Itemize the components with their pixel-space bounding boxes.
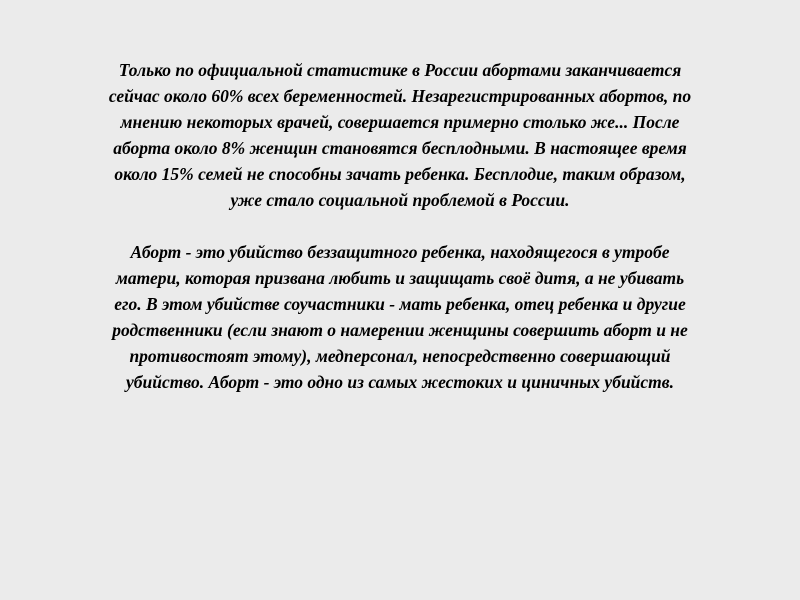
text-line: убийство. Аборт - это одно из самых жестоких и циничных убийств.	[126, 372, 674, 392]
text-line: около 15% семей не способны зачать ребенка. Бесплодие, таким образом,	[114, 164, 686, 184]
text-line: матери, которая призвана любить и защищать своё дитя, а не убивать	[115, 268, 685, 288]
text-line: сейчас около 60% всех беременностей. Незарегистрированных абортов, по	[108, 86, 692, 106]
slide-text-block	[30, 57, 770, 395]
paragraph-statistics	[30, 57, 770, 213]
text-line: противостоят этому), медперсонал, непосредственно совершающий	[129, 346, 671, 366]
text-line: родственники (если знают о намерении женщины совершить аборт и не	[112, 320, 688, 340]
text-line: Только по официальной статистике в России абортами заканчивается	[118, 60, 682, 80]
text-line: его. В этом убийстве соучастники - мать ребенка, отец ребенка и другие	[114, 294, 686, 314]
paragraph-definition	[30, 239, 770, 395]
text-line: уже стало социальной проблемой в России.	[230, 190, 570, 210]
text-line: Аборт - это убийство беззащитного ребенка, находящегося в утробе	[130, 242, 670, 262]
text-line: аборта около 8% женщин становятся бесплодными. В настоящее время	[113, 138, 687, 158]
text-line: мнению некоторых врачей, совершается примерно столько же... После	[120, 112, 680, 132]
